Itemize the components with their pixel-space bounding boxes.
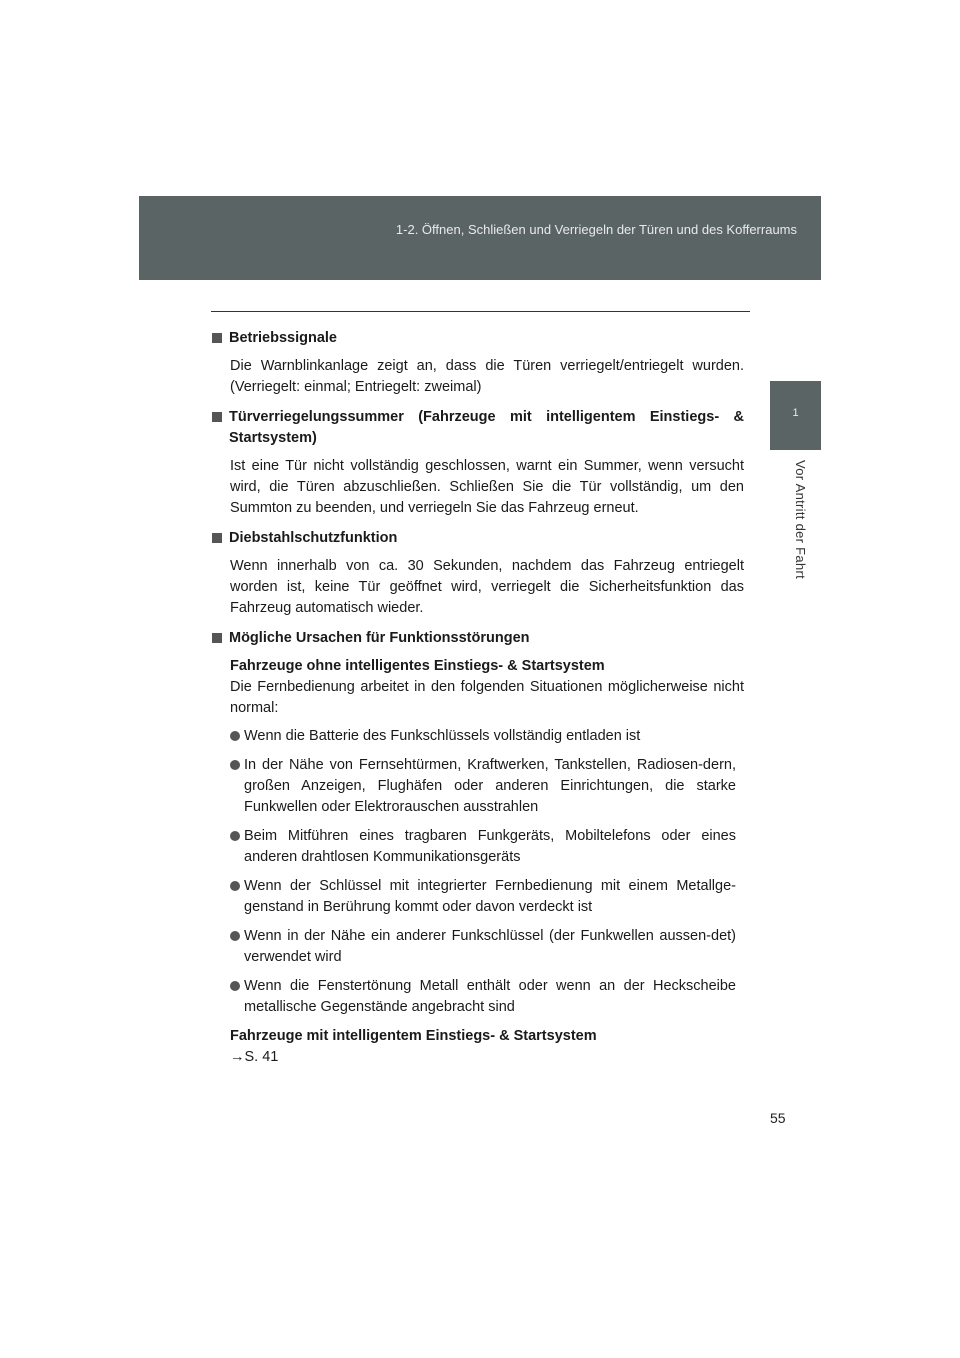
section-body: Die Warnblinkanlage zeigt an, dass die Türen verriegelt/entriegelt wurden. (Verriegelt: einmal; Entriegelt: zweimal) <box>230 358 744 395</box>
section-heading: Diebstahlschutzfunktion <box>229 530 398 546</box>
sub-heading-without-smart-key: Fahrzeuge ohne intelligentes Einstiegs- & Startsystem <box>230 658 605 674</box>
round-bullet-icon <box>230 931 240 941</box>
list-item: In der Nähe von Fernsehtürmen, Kraftwerken, Tankstellen, Radiosen-dern, großen Anzeigen, Flughäfen oder anderen Einrichtungen, die starke Funkwellen oder Elektrorauschen ausstrahlen <box>230 755 744 818</box>
section-heading: Türverriegelungssummer (Fahrzeuge mit intelligentem Einstiegs- & Startsystem) <box>229 409 744 446</box>
round-bullet-icon <box>230 760 240 770</box>
malfunction-intro: Die Fernbedienung arbeitet in den folgenden Situationen möglicherweise nicht normal: <box>230 679 744 716</box>
chapter-label: Vor Antritt der Fahrt <box>793 460 808 580</box>
header-rule <box>211 311 750 312</box>
sub-heading-with-smart-key: Fahrzeuge mit intelligentem Einstiegs- & Startsystem <box>230 1028 597 1044</box>
square-bullet-icon <box>212 333 222 343</box>
list-item: Beim Mitführen eines tragbaren Funkgeräts, Mobiltelefons oder eines anderen drahtlosen Kommunikationsgeräts <box>230 826 744 868</box>
page-content <box>212 328 744 1077</box>
section-body: Ist eine Tür nicht vollständig geschlossen, warnt ein Summer, wenn versucht wird, die Türen abzuschließen. Schließen Sie die Tür vollständig, um den Summton zu beenden, und verriegeln Sie das Fahrzeug erneut. <box>230 458 744 516</box>
section-anti-theft <box>212 528 744 619</box>
section-title: 1-2. Öffnen, Schließen und Verriegeln der Türen und des Kofferraums <box>395 222 797 237</box>
section-door-lock-buzzer <box>212 407 744 519</box>
page-reference-link[interactable]: →S. 41 <box>230 1049 279 1065</box>
chapter-number: 1 <box>792 407 799 419</box>
list-item: Wenn der Schlüssel mit integrierter Fernbedienung mit einem Metallge-genstand in Berührung kommt oder davon verdeckt ist <box>230 876 744 918</box>
square-bullet-icon <box>212 633 222 643</box>
chapter-header-band <box>139 196 821 280</box>
list-item: Wenn die Batterie des Funkschlüssels vollständig entladen ist <box>230 726 744 747</box>
list-item: Wenn in der Nähe ein anderer Funkschlüssel (der Funkwellen aussen-det) verwendet wird <box>230 926 744 968</box>
section-heading: Mögliche Ursachen für Funktionsstörungen <box>229 630 530 646</box>
page-number: 55 <box>770 1110 786 1126</box>
section-malfunction-causes <box>212 628 744 1068</box>
section-operation-signals <box>212 328 744 398</box>
list-item: Wenn die Fenstertönung Metall enthält oder wenn an der Heckscheibe metallische Gegenstände angebracht sind <box>230 976 744 1018</box>
square-bullet-icon <box>212 412 222 422</box>
section-body: Wenn innerhalb von ca. 30 Sekunden, nachdem das Fahrzeug entriegelt worden ist, keine Tür geöffnet wird, verriegelt die Sicherheitsfunktion das Fahrzeug automatisch wieder. <box>230 558 744 616</box>
chapter-tab <box>770 381 821 450</box>
square-bullet-icon <box>212 533 222 543</box>
round-bullet-icon <box>230 831 240 841</box>
malfunction-list <box>230 726 744 1018</box>
round-bullet-icon <box>230 731 240 741</box>
round-bullet-icon <box>230 981 240 991</box>
section-heading: Betriebssignale <box>229 330 337 346</box>
round-bullet-icon <box>230 881 240 891</box>
